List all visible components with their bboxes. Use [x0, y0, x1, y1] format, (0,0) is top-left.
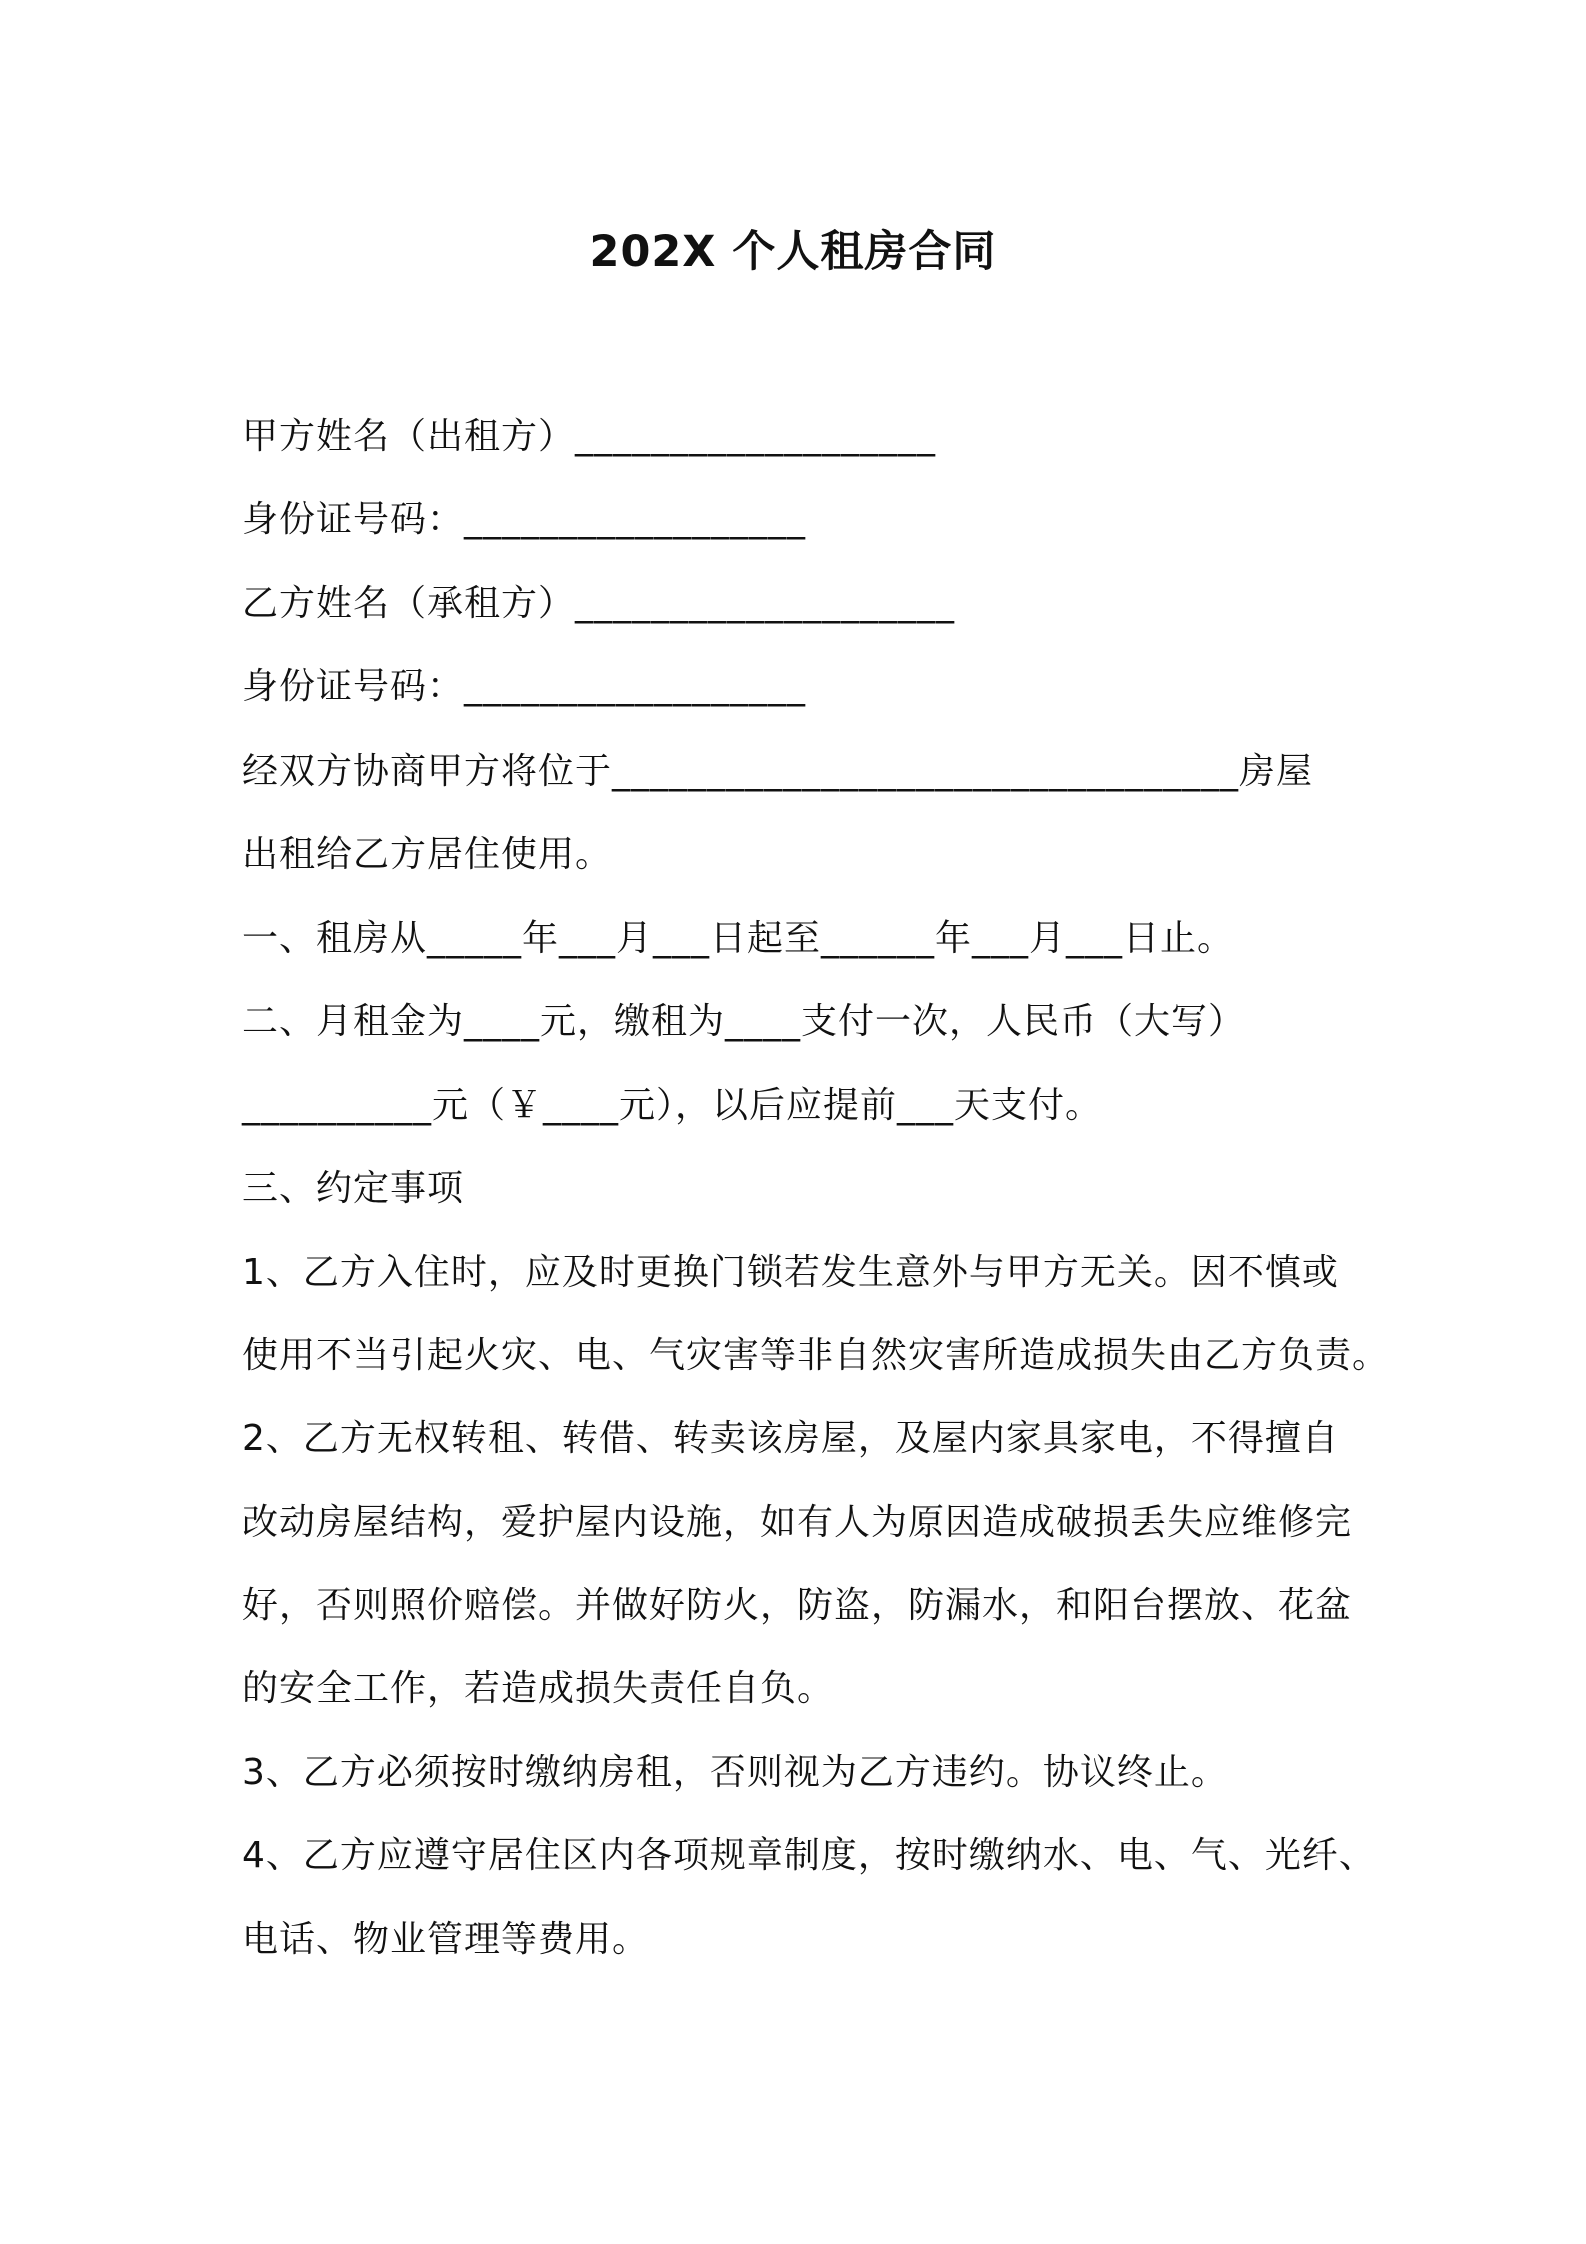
landlord-id-line: 身份证号码：__________________: [242, 499, 807, 540]
clause-2-line-4: 的安全工作，若造成损失责任自负。: [242, 1668, 835, 1709]
document-title: 202X 个人租房合同: [589, 227, 997, 277]
clause-4-line-2: 电话、物业管理等费用。: [242, 1919, 650, 1960]
rent-clause-line-1: 二、月租金为____元，缴租为____支付一次，人民币（大写）: [242, 1001, 1246, 1042]
clause-3-line-1: 3、乙方必须按时缴纳房租，否则视为乙方违约。协议终止。: [242, 1752, 1228, 1793]
property-usage-line: 出租给乙方居住使用。: [242, 834, 613, 875]
tenant-name-line: 乙方姓名（承租方）____________________: [242, 583, 956, 624]
clause-4-line-1: 4、乙方应遵守居住区内各项规章制度，按时缴纳水、电、气、光纤、: [242, 1835, 1376, 1876]
clause-2-line-2: 改动房屋结构，爱护屋内设施，如有人为原因造成破损丢失应维修完: [242, 1502, 1353, 1543]
clause-2-line-3: 好，否则照价赔偿。并做好防火，防盗，防漏水，和阳台摆放、花盆: [242, 1585, 1353, 1626]
landlord-name-line: 甲方姓名（出租方）___________________: [242, 416, 937, 457]
agreement-section-heading: 三、约定事项: [242, 1168, 465, 1209]
lease-term-clause: 一、租房从_____年___月___日起至______年___月___日止。: [242, 918, 1235, 959]
clause-1-line-2: 使用不当引起火灾、电、气灾害等非自然灾害所造成损失由乙方负责。: [242, 1335, 1390, 1376]
clause-2-line-1: 2、乙方无权转租、转借、转卖该房屋，及屋内家具家电，不得擅自: [242, 1418, 1339, 1459]
clause-1-line-1: 1、乙方入住时，应及时更换门锁若发生意外与甲方无关。因不慎或: [242, 1252, 1339, 1293]
rent-clause-line-2: __________元（￥____元），以后应提前___天支付。: [242, 1085, 1103, 1126]
property-location-line: 经双方协商甲方将位于_________________________________房屋: [242, 751, 1314, 792]
tenant-id-line: 身份证号码：__________________: [242, 666, 807, 707]
